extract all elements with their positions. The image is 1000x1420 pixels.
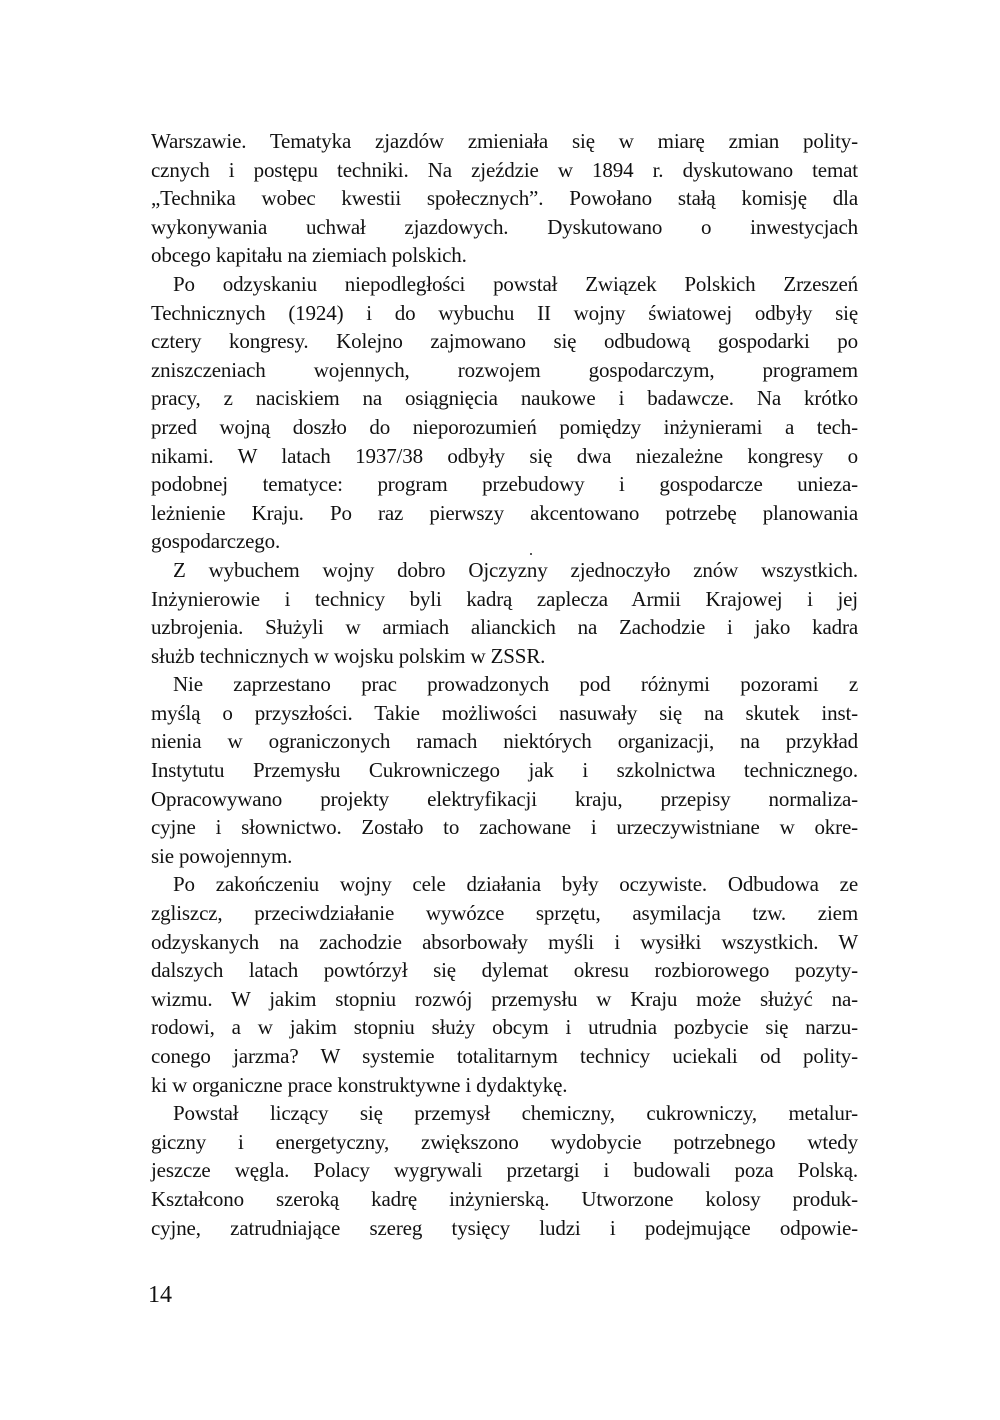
text-line: służb technicznych w wojsku polskim w ZSSR. — [151, 643, 546, 668]
text-line: Inżynierowie i technicy byli kadrą zaplecza Armii Krajowej i jej — [151, 586, 858, 611]
text-line: Warszawie. Tematyka zjazdów zmieniała się w miarę zmian polity- — [151, 129, 858, 153]
text-line: Powstał liczący się przemysł chemiczny, cukrowniczy, metalur- — [173, 1101, 858, 1126]
text-line: cyjne i słownictwo. Zostało to zachowane i urzeczywistniane w okre- — [151, 815, 858, 840]
text-line: myślą o przyszłości. Takie możliwości nasuwały się na skutek inst- — [151, 700, 858, 725]
paragraph — [151, 870, 858, 1099]
text-line: sie powojennym. — [151, 843, 293, 868]
text-line: conego jarzma? W systemie totalitarnym technicy uciekali od polity- — [151, 1044, 858, 1068]
paragraph — [151, 1099, 858, 1242]
paragraph — [151, 127, 858, 270]
paragraph — [151, 270, 858, 556]
text-line: Instytutu Przemysłu Cukrowniczego jak i szkolnictwa technicznego. — [151, 758, 858, 783]
text-line: odzyskanych na zachodzie absorbowały myśli i wysiłki wszystkich. W — [151, 929, 858, 954]
text-line: giczny i energetyczny, zwiększono wydobycie potrzebnego wtedy — [151, 1129, 858, 1154]
text-line: Technicznych (1924) i do wybuchu II wojny światowej odbyły się — [151, 300, 858, 325]
text-line: leżnienie Kraju. Po raz pierwszy akcentowano potrzebę planowania — [151, 500, 858, 525]
text-line: zgliszcz, przeciwdziałanie wywózce sprzętu, asymilacja tzw. ziem — [151, 901, 858, 926]
text-line: wizmu. W jakim stopniu rozwój przemysłu w Kraju może służyć na- — [151, 986, 858, 1011]
text-line: Z wybuchem wojny dobro Ojczyzny zjednoczyło znów wszystkich. — [173, 557, 858, 582]
text-line: nikami. W latach 1937/38 odbyły się dwa niezależne kongresy o — [151, 443, 858, 468]
text-line: gospodarczego. — [151, 529, 281, 554]
text-line: dalszych latach powtórzył się dylemat okresu rozbiorowego pozyty- — [151, 958, 858, 983]
text-line: Po zakończeniu wojny cele działania były oczywiste. Odbudowa ze — [173, 872, 858, 897]
text-line: rodowi, a w jakim stopniu służy obcym i utrudnia pozbycie się narzu- — [151, 1015, 858, 1040]
text-line: obcego kapitału na ziemiach polskich. — [151, 243, 467, 268]
page-number: 14 — [148, 1282, 172, 1308]
text-line: jeszcze węgla. Polacy wygrywali przetargi i budowali poza Polską. — [151, 1158, 858, 1183]
body-text — [151, 127, 858, 1242]
text-line: Po odzyskaniu niepodległości powstał Związek Polskich Zrzeszeń — [173, 271, 858, 296]
text-line: cznych i postępu techniki. Na zjeździe w 1894 r. dyskutowano temat — [151, 157, 858, 182]
text-line: nienia w ograniczonych ramach niektórych organizacji, na przykład — [151, 729, 858, 754]
text-line: ki w organiczne prace konstruktywne i dydaktykę. — [151, 1072, 568, 1097]
text-line: cztery kongresy. Kolejno zajmowano się odbudową gospodarki po — [151, 329, 858, 354]
text-line: podobnej tematyce: program przebudowy i gospodarcze unieza- — [151, 472, 858, 497]
text-line: „Technika wobec kwestii społecznych”. Powołano stałą komisję dla — [151, 186, 858, 211]
paragraph — [151, 556, 858, 670]
text-line: pracy, z naciskiem na osiągnięcia naukowe i badawcze. Na krótko — [151, 386, 858, 411]
text-line: Nie zaprzestano prac prowadzonych pod różnymi pozorami z — [173, 672, 858, 697]
text-line: zniszczeniach wojennych, rozwojem gospodarczym, programem — [151, 357, 858, 382]
scan-speck — [530, 553, 532, 555]
text-line: Kształcono szeroką kadrę inżynierską. Utworzone kolosy produk- — [151, 1186, 858, 1211]
paragraph — [151, 670, 858, 870]
text-line: cyjne, zatrudniające szereg tysięcy ludzi i podejmujące odpowie- — [151, 1215, 858, 1240]
text-line: uzbrojenia. Służyli w armiach alianckich na Zachodzie i jako kadra — [151, 615, 858, 640]
text-line: Opracowywano projekty elektryfikacji kraju, przepisy normaliza- — [151, 786, 858, 811]
text-line: przed wojną doszło do nieporozumień pomiędzy inżynierami a tech- — [151, 414, 858, 439]
text-line: wykonywania uchwał zjazdowych. Dyskutowano o inwestycjach — [151, 214, 858, 239]
